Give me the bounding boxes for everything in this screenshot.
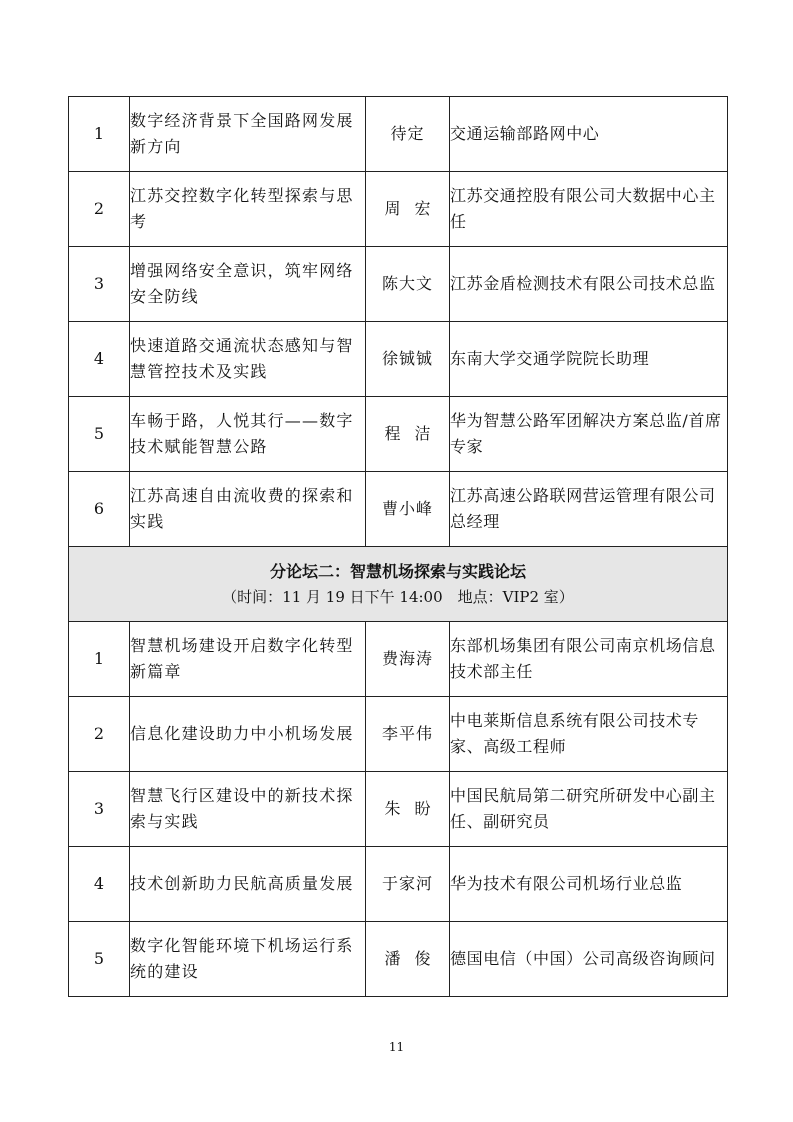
row-number: 2 [69,697,130,772]
row-number: 4 [69,847,130,922]
talk-topic: 数字经济背景下全国路网发展新方向 [130,97,366,172]
speaker-affiliation: 中国民航局第二研究所研发中心副主任、副研究员 [450,772,728,847]
speaker-name: 李平伟 [366,697,450,772]
talk-topic: 江苏高速自由流收费的探索和实践 [130,472,366,547]
table-row [69,97,728,172]
table-row [69,922,728,997]
schedule-table [68,96,728,997]
forum-time-location: （时间：11 月 19 日下午 14:00 地点：VIP2 室） [222,588,574,606]
speaker-name: 待定 [366,97,450,172]
forum-section-header [69,547,728,622]
speaker-name: 周宏 [366,172,450,247]
row-number: 1 [69,622,130,697]
speaker-name: 朱盼 [366,772,450,847]
speaker-name: 徐铖铖 [366,322,450,397]
speaker-affiliation: 交通运输部路网中心 [450,97,728,172]
talk-topic: 智慧机场建设开启数字化转型新篇章 [130,622,366,697]
talk-topic: 智慧飞行区建设中的新技术探索与实践 [130,772,366,847]
speaker-name: 费海涛 [366,622,450,697]
table-row [69,322,728,397]
forum-title: 分论坛二：智慧机场探索与实践论坛 [269,562,526,581]
table-row [69,472,728,547]
speaker-affiliation: 东部机场集团有限公司南京机场信息技术部主任 [450,622,728,697]
row-number: 1 [69,97,130,172]
forum-section-cell [69,547,728,622]
talk-topic: 数字化智能环境下机场运行系统的建设 [130,922,366,997]
speaker-affiliation: 江苏交通控股有限公司大数据中心主任 [450,172,728,247]
row-number: 5 [69,922,130,997]
row-number: 6 [69,472,130,547]
speaker-name: 程洁 [366,397,450,472]
table-row [69,697,728,772]
speaker-affiliation: 东南大学交通学院院长助理 [450,322,728,397]
table-row [69,772,728,847]
table-row [69,172,728,247]
row-number: 4 [69,322,130,397]
table-row [69,247,728,322]
talk-topic: 车畅于路，人悦其行——数字技术赋能智慧公路 [130,397,366,472]
talk-topic: 信息化建设助力中小机场发展 [130,697,366,772]
row-number: 5 [69,397,130,472]
table-row [69,847,728,922]
talk-topic: 快速道路交通流状态感知与智慧管控技术及实践 [130,322,366,397]
row-number: 2 [69,172,130,247]
talk-topic: 技术创新助力民航高质量发展 [130,847,366,922]
table-row [69,622,728,697]
page-number: 11 [388,1040,405,1054]
speaker-affiliation: 华为技术有限公司机场行业总监 [450,847,728,922]
row-number: 3 [69,247,130,322]
table-row [69,397,728,472]
speaker-name: 曹小峰 [366,472,450,547]
speaker-affiliation: 德国电信（中国）公司高级咨询顾问 [450,922,728,997]
speaker-name: 陈大文 [366,247,450,322]
speaker-affiliation: 江苏高速公路联网营运管理有限公司总经理 [450,472,728,547]
talk-topic: 增强网络安全意识，筑牢网络安全防线 [130,247,366,322]
speaker-affiliation: 中电莱斯信息系统有限公司技术专家、高级工程师 [450,697,728,772]
talk-topic: 江苏交控数字化转型探索与思考 [130,172,366,247]
speaker-name: 于家河 [366,847,450,922]
row-number: 3 [69,772,130,847]
speaker-affiliation: 江苏金盾检测技术有限公司技术总监 [450,247,728,322]
speaker-affiliation: 华为智慧公路军团解决方案总监/首席专家 [450,397,728,472]
speaker-name: 潘俊 [366,922,450,997]
